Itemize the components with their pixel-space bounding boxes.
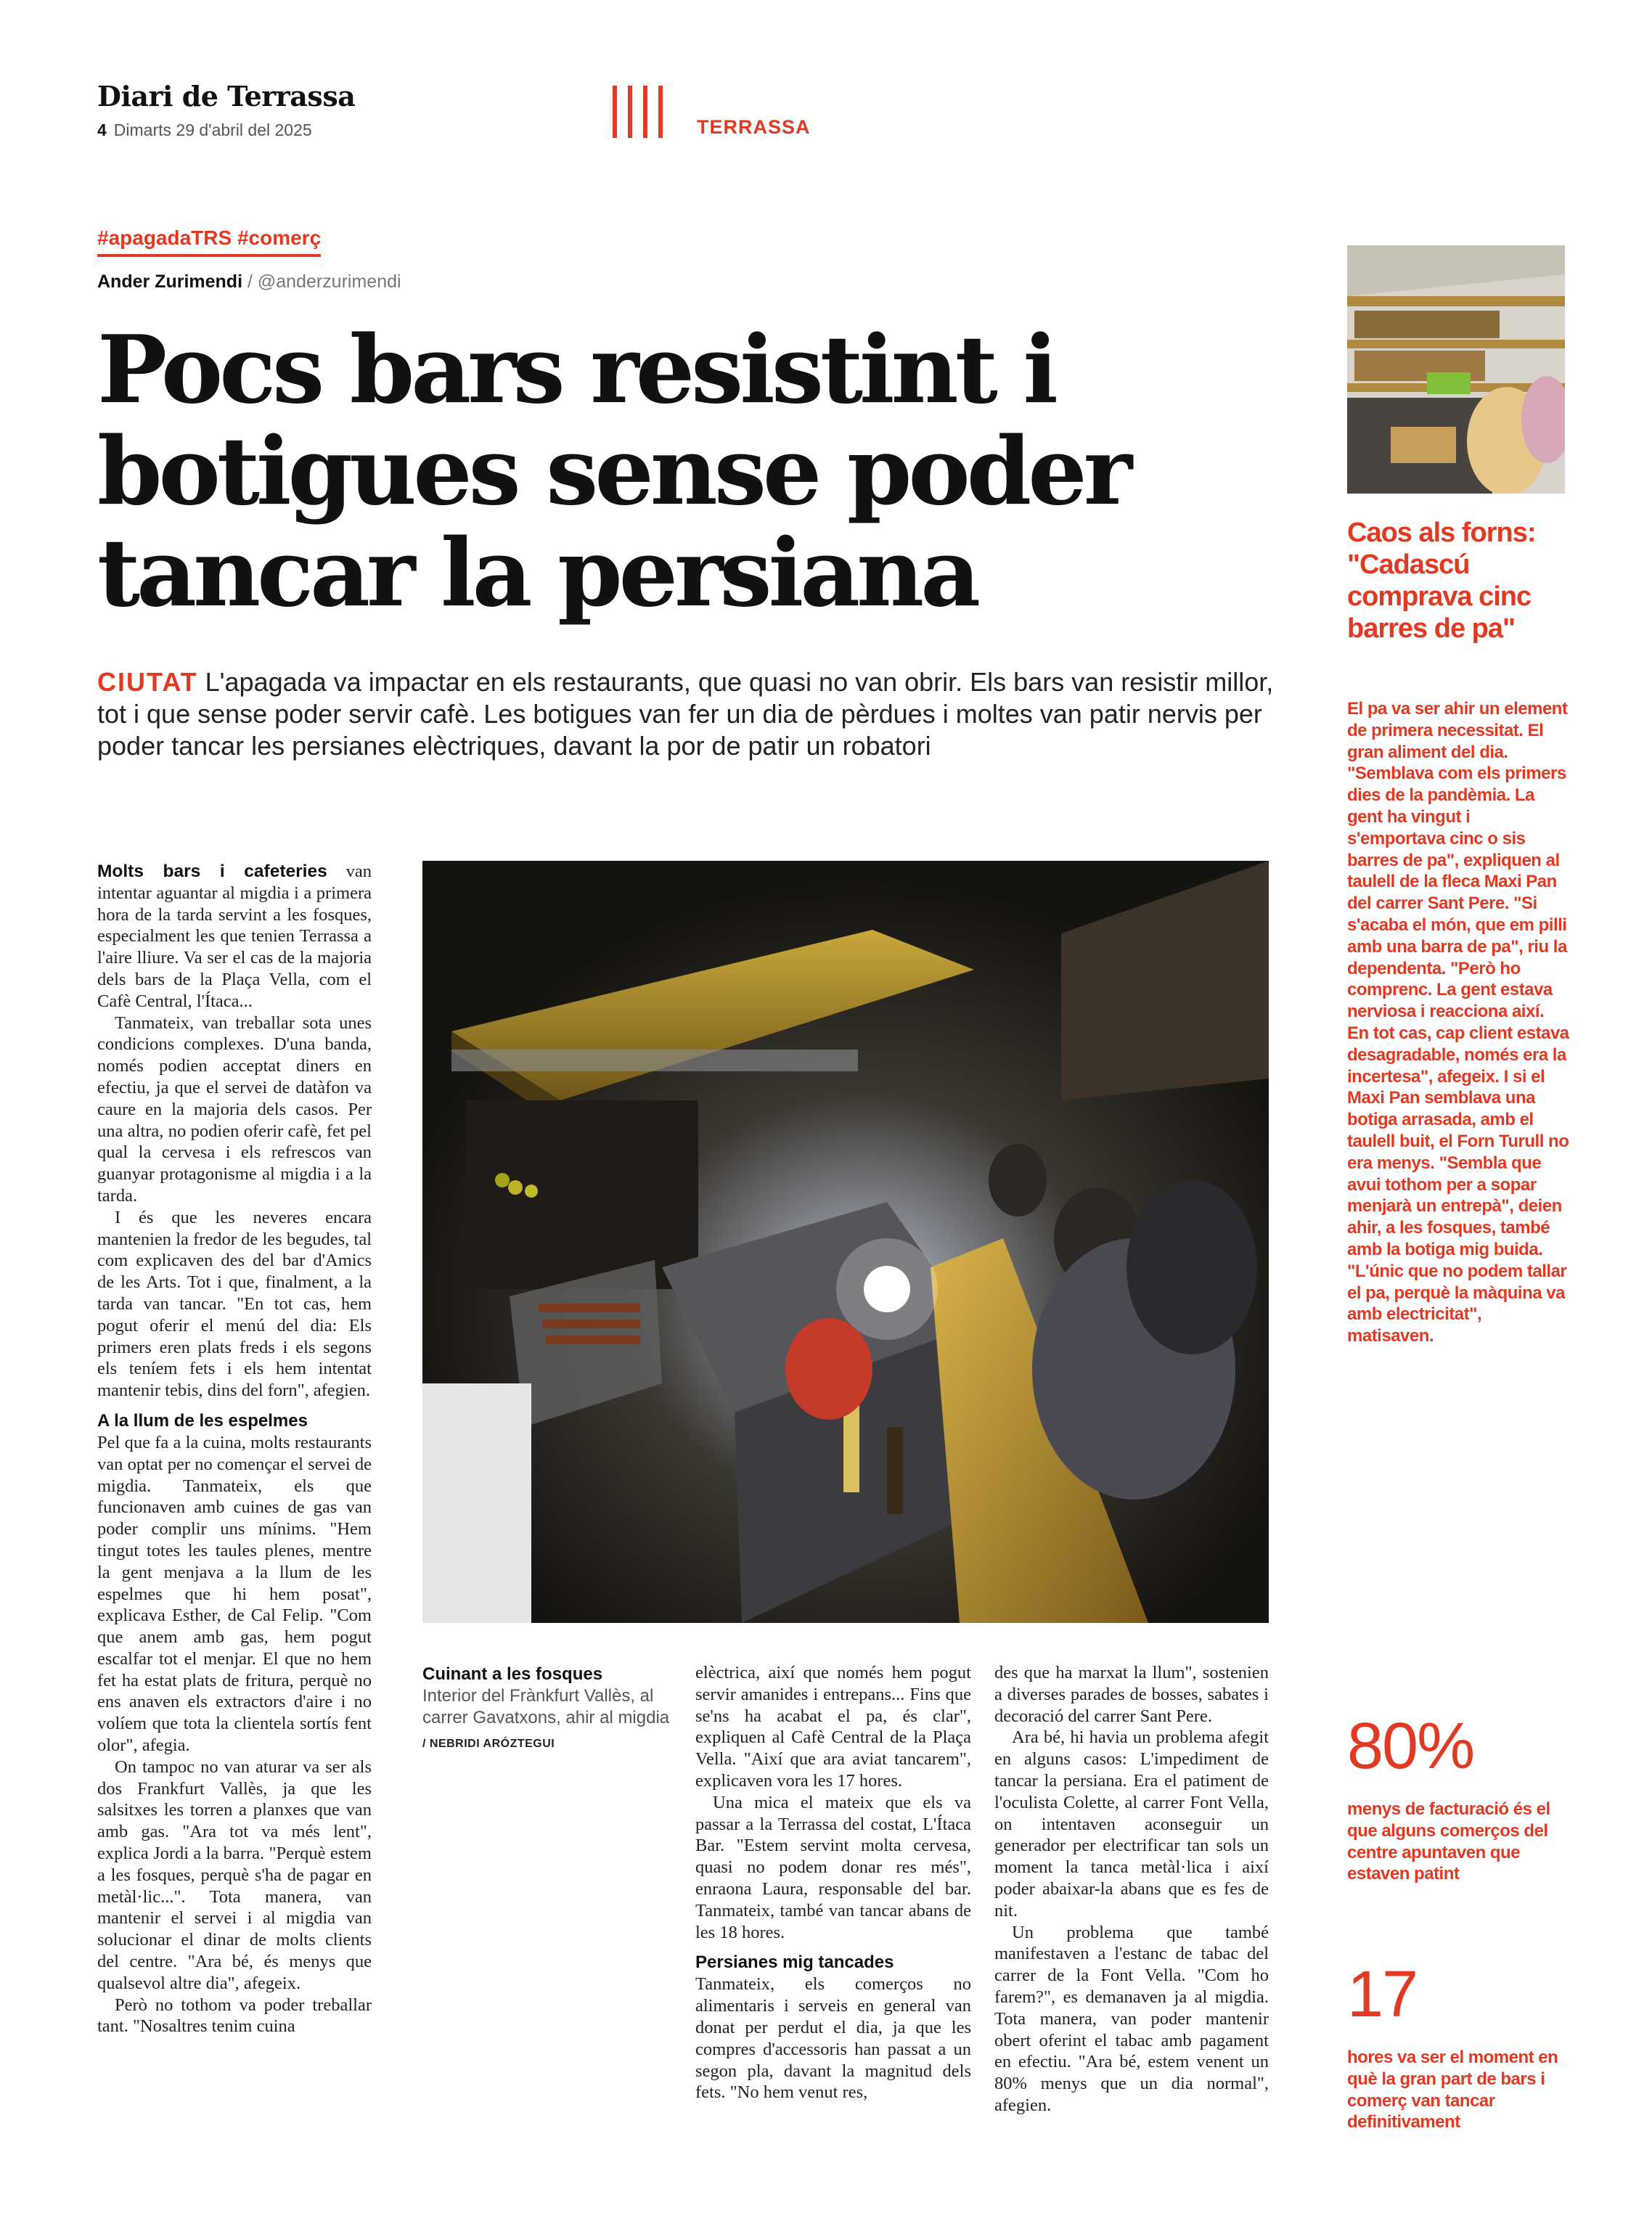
paragraph: elèctrica, així que només hem pogut servir amanides i entrepans... Fins que se'ns ha acabat el pa, és clar", expliquen al Cafè Central de la Plaça Vella. "Així que ara aviat tancarem", explicaven vora les 17 hores. bbox=[695, 1663, 971, 1791]
paragraph: I és que les neveres encara mantenien la fredor de les begudes, tal com explicaven des del bar d'Amics de les Arts. Tot i que, finalment, a la tarda van tancar. "En tot cas, hem pogut oferir el menú del dia: Els primers eren plats freds i els segons els teníem fets i els hem intentat mantenir tebis, dins del forn", afegien. bbox=[97, 1207, 372, 1401]
article-tags: #apagadaTRS #comerç bbox=[97, 226, 321, 257]
sidebar-title: Caos als forns: "Cadascú comprava cinc barres de pa" bbox=[1347, 518, 1536, 644]
photo-caption bbox=[422, 1664, 676, 1755]
paragraph: Un problema que també manifestaven a l'estanc de tabac del carrer de la Font Vella. "Com ho farem?", es demanaven ja al migdia. Tota manera, van poder mantenir obert oferint el tabac amb pagament en efectiu. "Ara bé, estem venent un 80% menys que un dia normal", afegien. bbox=[994, 1922, 1269, 2115]
author-name: Ander Zurimendi bbox=[97, 271, 243, 292]
section-title: TERRASSA bbox=[697, 116, 811, 138]
photo-credit: / NEBRIDI ARÓZTEGUI bbox=[422, 1738, 555, 1750]
dateline bbox=[97, 120, 312, 140]
page-number: 4 bbox=[97, 120, 107, 139]
sidebar-body: El pa va ser ahir un element de primera necessitat. El gran aliment del dia. "Semblava com els primers dies de la pandèmia. La gent ha vingut i s'emportava cinc o sis barres de pa", expliquen al taulell de la fleca Maxi Pan del carrer Sant Pere. "Si s'acaba el món, que em pilli amb una barra de pa", riu la dependenta. "Però ho comprenc. La gent estava nerviosa i reacciona així. En tot cas, cap client estava desagradable, només era la incertesa", afegeix. I si el Maxi Pan semblava una botiga arrasada, amb el taulell buit, el Forn Turull no era menys. "Sembla que avui tothom per a sopar menjarà un entrepà", deien ahir, a les fosques, també amb la botiga mig buida. "L'únic que no podem tallar el pa, perquè la màquina va amb electricitat", matisaven. bbox=[1347, 699, 1569, 1346]
main-photo bbox=[422, 861, 1269, 1623]
article-column-1 bbox=[97, 861, 372, 2037]
subheading: A la llum de les espelmes bbox=[97, 1410, 308, 1431]
newspaper-logo: Diari de Terrassa bbox=[97, 80, 356, 113]
stat-number: 80% bbox=[1347, 1710, 1474, 1783]
lead-text: L'apagada va impactar en els restaurants, que quasi no van obrir. Els bars van resistir millor, tot i que sense poder servir cafè. Les botigues van fer un dia de pèrdues i moltes van patir nervis per poder tancar les persianes elèctriques, davant la por de patir un robatori bbox=[97, 667, 1274, 761]
paragraph-text: van intentar aguantar al migdia i a primera hora de la tarda servint a les fosques, especialment les que tenien Terrassa a l'aire lliure. Va ser el cas de la majoria dels bars de la Plaça Vella, com el Cafè Central, l'Ítaca... bbox=[97, 862, 372, 1011]
subheading: Persianes mig tancades bbox=[695, 1952, 894, 1973]
paragraph: Però no tothom va poder treballar tant. "Nosaltres tenim cuina bbox=[97, 1995, 372, 2037]
article-column-2 bbox=[695, 1662, 971, 2103]
caption-text: Interior del Frànkfurt Vallès, al carrer Gavatxons, ahir al migdia bbox=[422, 1686, 670, 1727]
paragraph: Pel que fa a la cuina, molts restaurants van optat per no començar el servei de migdia. Tanmateix, els que funcionaven amb cuines de gas van poder complir uns mínims. "Hem tingut totes les taules plenes, mentre la gent menjava a la llum de les espelmes que hi hem posat", explicava Esther, de Cal Felip. "Com que anem amb gas, hem pogut escalfar tot el menjar. El que no hem fet ha estat plats de fritura, perquè no ens anaven els extractors d'aire i no volíem que tota la clientela sortís fent olor", afegia. bbox=[97, 1432, 372, 1756]
paragraph: On tampoc no van aturar va ser als dos Frankfurt Vallès, ja que les salsitxes les torren a planxes que van amb gas. "Ara tot va més lent", explica Jordi a la barra. "Perquè estem a les fosques, perquè s'ha de pagar en metàl·lic...". Tota manera, van mantenir el servei i al migdia van solucionar el dinar de molts clients del centre. "Ara bé, és menys que qualsevol altre dia", afegeix. bbox=[97, 1756, 372, 1993]
headline: Pocs bars resistint i botigues sense poder tancar la persiana bbox=[97, 316, 1129, 628]
paragraph: Tanmateix, van treballar sota unes condicions complexes. D'una banda, només podien acceptat diners en efectiu, ja que el servei de datàfon va caure en la majoria dels casos. Per una altra, no podien oferir cafè, fet pel qual la cervesa i els refrescos van guanyar protagonisme al migdia i a la tarda. bbox=[97, 1013, 372, 1206]
issue-date: Dimarts 29 d'abril del 2025 bbox=[113, 120, 312, 139]
stat-number: 17 bbox=[1347, 1958, 1418, 2031]
run-in-lead: Molts bars i cafeteries bbox=[97, 862, 327, 881]
lead-kicker: CIUTAT bbox=[97, 667, 198, 697]
stat-description: menys de facturació és el que alguns comerços del centre apuntaven que estaven patint bbox=[1347, 1799, 1550, 1884]
author-handle: / @anderzurimendi bbox=[247, 271, 401, 292]
sidebar-photo bbox=[1347, 245, 1565, 494]
article-column-3 bbox=[994, 1662, 1269, 2116]
paragraph: Ara bé, hi havia un problema afegit en alguns casos: L'impediment de tancar la persiana. Era el patiment de l'oculista Colette, al carrer Font Vella, on intentaven aconseguir un generador per electrificar tan sols un moment la tanca metàl·lica i així poder abaixar-la abans que es fes de nit. bbox=[994, 1727, 1269, 1921]
paragraph: des que ha marxat la llum", sostenien a diverses parades de bosses, sabates i decoració del carrer Sant Pere. bbox=[994, 1663, 1269, 1726]
stat-description: hores va ser el moment en què la gran part de bars i comerç van tancar definitivament bbox=[1347, 2048, 1558, 2132]
section-bars-icon bbox=[613, 86, 671, 138]
paragraph bbox=[97, 861, 372, 1013]
lead-paragraph bbox=[97, 666, 1302, 762]
paragraph: Una mica el mateix que els va passar a la Terrassa del costat, L'Ítaca Bar. "Estem servint molta cervesa, quasi no podem donar res més", enraona Laura, responsable del bar. Tanmateix, també van tancar abans de les 18 hores. bbox=[695, 1792, 971, 1942]
paragraph: Tanmateix, els comerços no alimentaris i serveis en general van donat per perdut el dia, ja que les compres d'accessoris han passat a un segon pla, davant la magnitud dels fets. "No hem venut res, bbox=[695, 1974, 971, 2103]
caption-title: Cuinant a les fosques bbox=[422, 1664, 603, 1684]
byline bbox=[97, 271, 401, 293]
